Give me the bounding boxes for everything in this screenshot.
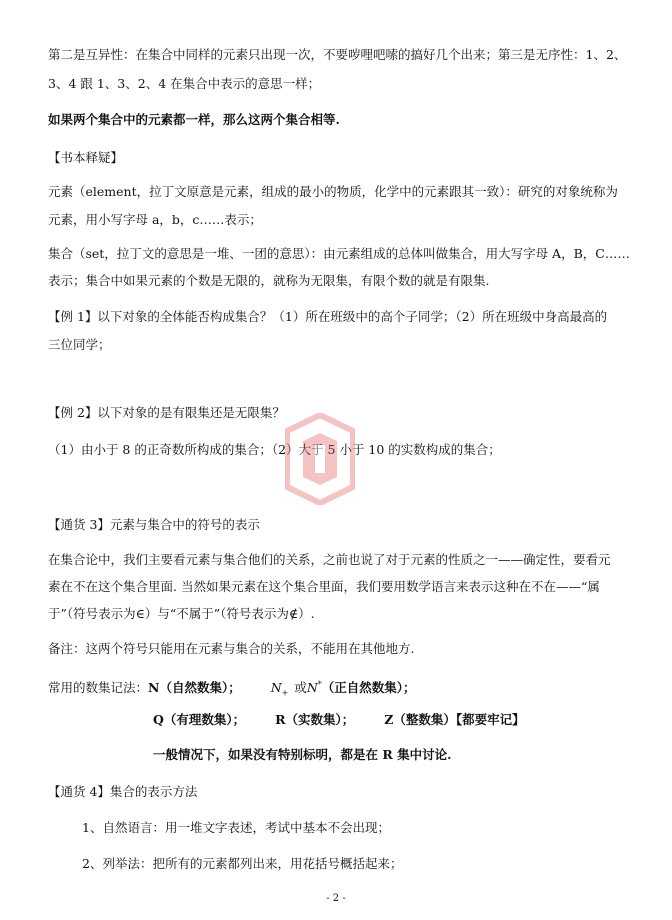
number-sets-prefix: 常用的数集记法： <box>48 680 149 696</box>
paragraph-line: 表示；集合中如果元素的个数是无限的，就称为无限集，有限个数的就是有限集. <box>48 273 490 288</box>
positive-naturals-label: （正自然数集）； <box>321 680 416 696</box>
example-1-cont: 三位同学； <box>48 337 111 352</box>
section-heading: 【通货 3】元素与集合中的符号的表示 <box>48 517 260 532</box>
example-1: 【例 1】以下对象的全体能否构成集合？（1）所在班级中的高个子同学；（2）所在班级中身高最高的 <box>48 309 608 324</box>
section-heading: 【通货 4】集合的表示方法 <box>48 784 198 799</box>
method-item: 2、列举法：把所有的元素都列出来，用花括号概括起来； <box>82 856 403 871</box>
n-star-symbol: N* <box>306 680 322 696</box>
paragraph-line: 在集合论中，我们主要看元素与集合他们的关系，之前也说了对于元素的性质之一——确定性，要看元 <box>48 552 611 567</box>
paragraph-line: 素在不在这个集合里面. 当然如果元素在这个集合里面，我们要用数学语言来表示这种在不在——“属 <box>48 579 600 594</box>
paragraph-line: 集合（set，拉丁文的意思是一堆、一团的意思）：由元素组成的总体叫做集合，用大写字母 A，B，C…… <box>48 246 630 261</box>
example-2-body: （1）由小于 8 的正奇数所构成的集合；（2）大于 5 小于 10 的实数构成的集合； <box>48 442 501 457</box>
number-sets-line-2 <box>153 711 525 729</box>
paragraph-line: 第二是互异性：在集合中同样的元素只出现一次，不要哕哩吧嗦的搞好几个出来；第三是无序性：1、2、 <box>48 47 627 62</box>
real-numbers: R（实数集）； <box>275 712 355 727</box>
logo-watermark-icon <box>285 413 355 505</box>
page-number: - 2 - <box>326 893 346 904</box>
number-sets-note: 一般情况下，如果没有特别标明，都是在 R 集中讨论. <box>153 747 452 762</box>
paragraph-line: 元素，用小写字母 a，b，c……表示； <box>48 212 262 227</box>
method-item: 1、自然语言：用一堆文字表述，考试中基本不会出现； <box>82 820 390 835</box>
section-heading: 【书本释疑】 <box>48 150 124 165</box>
natural-numbers: N（自然数集）； <box>148 680 241 696</box>
integers: Z（整数集）【都要牢记】 <box>384 712 525 727</box>
n-star-label: 或 <box>294 680 307 696</box>
bold-statement: 如果两个集合中的元素都一样，那么这两个集合相等. <box>48 112 340 127</box>
number-sets-line <box>48 676 416 703</box>
paragraph-line: 于”（符号表示为∈）与“不属于”（符号表示为∉）. <box>48 606 315 621</box>
paragraph-line: 元素（element，拉丁文原意是元素，组成的最小的物质，化学中的元素跟其一致）：研究的对象统称为 <box>48 184 618 199</box>
rational-numbers: Q（有理数集）； <box>153 712 246 727</box>
example-2-title: 【例 2】以下对象的是有限集还是无限集？ <box>48 405 285 420</box>
n-plus-symbol: $N_+$ <box>270 680 289 698</box>
paragraph-line: 3、4 跟 1、3、2、4 在集合中表示的意思一样； <box>48 76 321 91</box>
note-line: 备注：这两个符号只能用在元素与集合的关系，不能用在其他地方. <box>48 641 415 656</box>
